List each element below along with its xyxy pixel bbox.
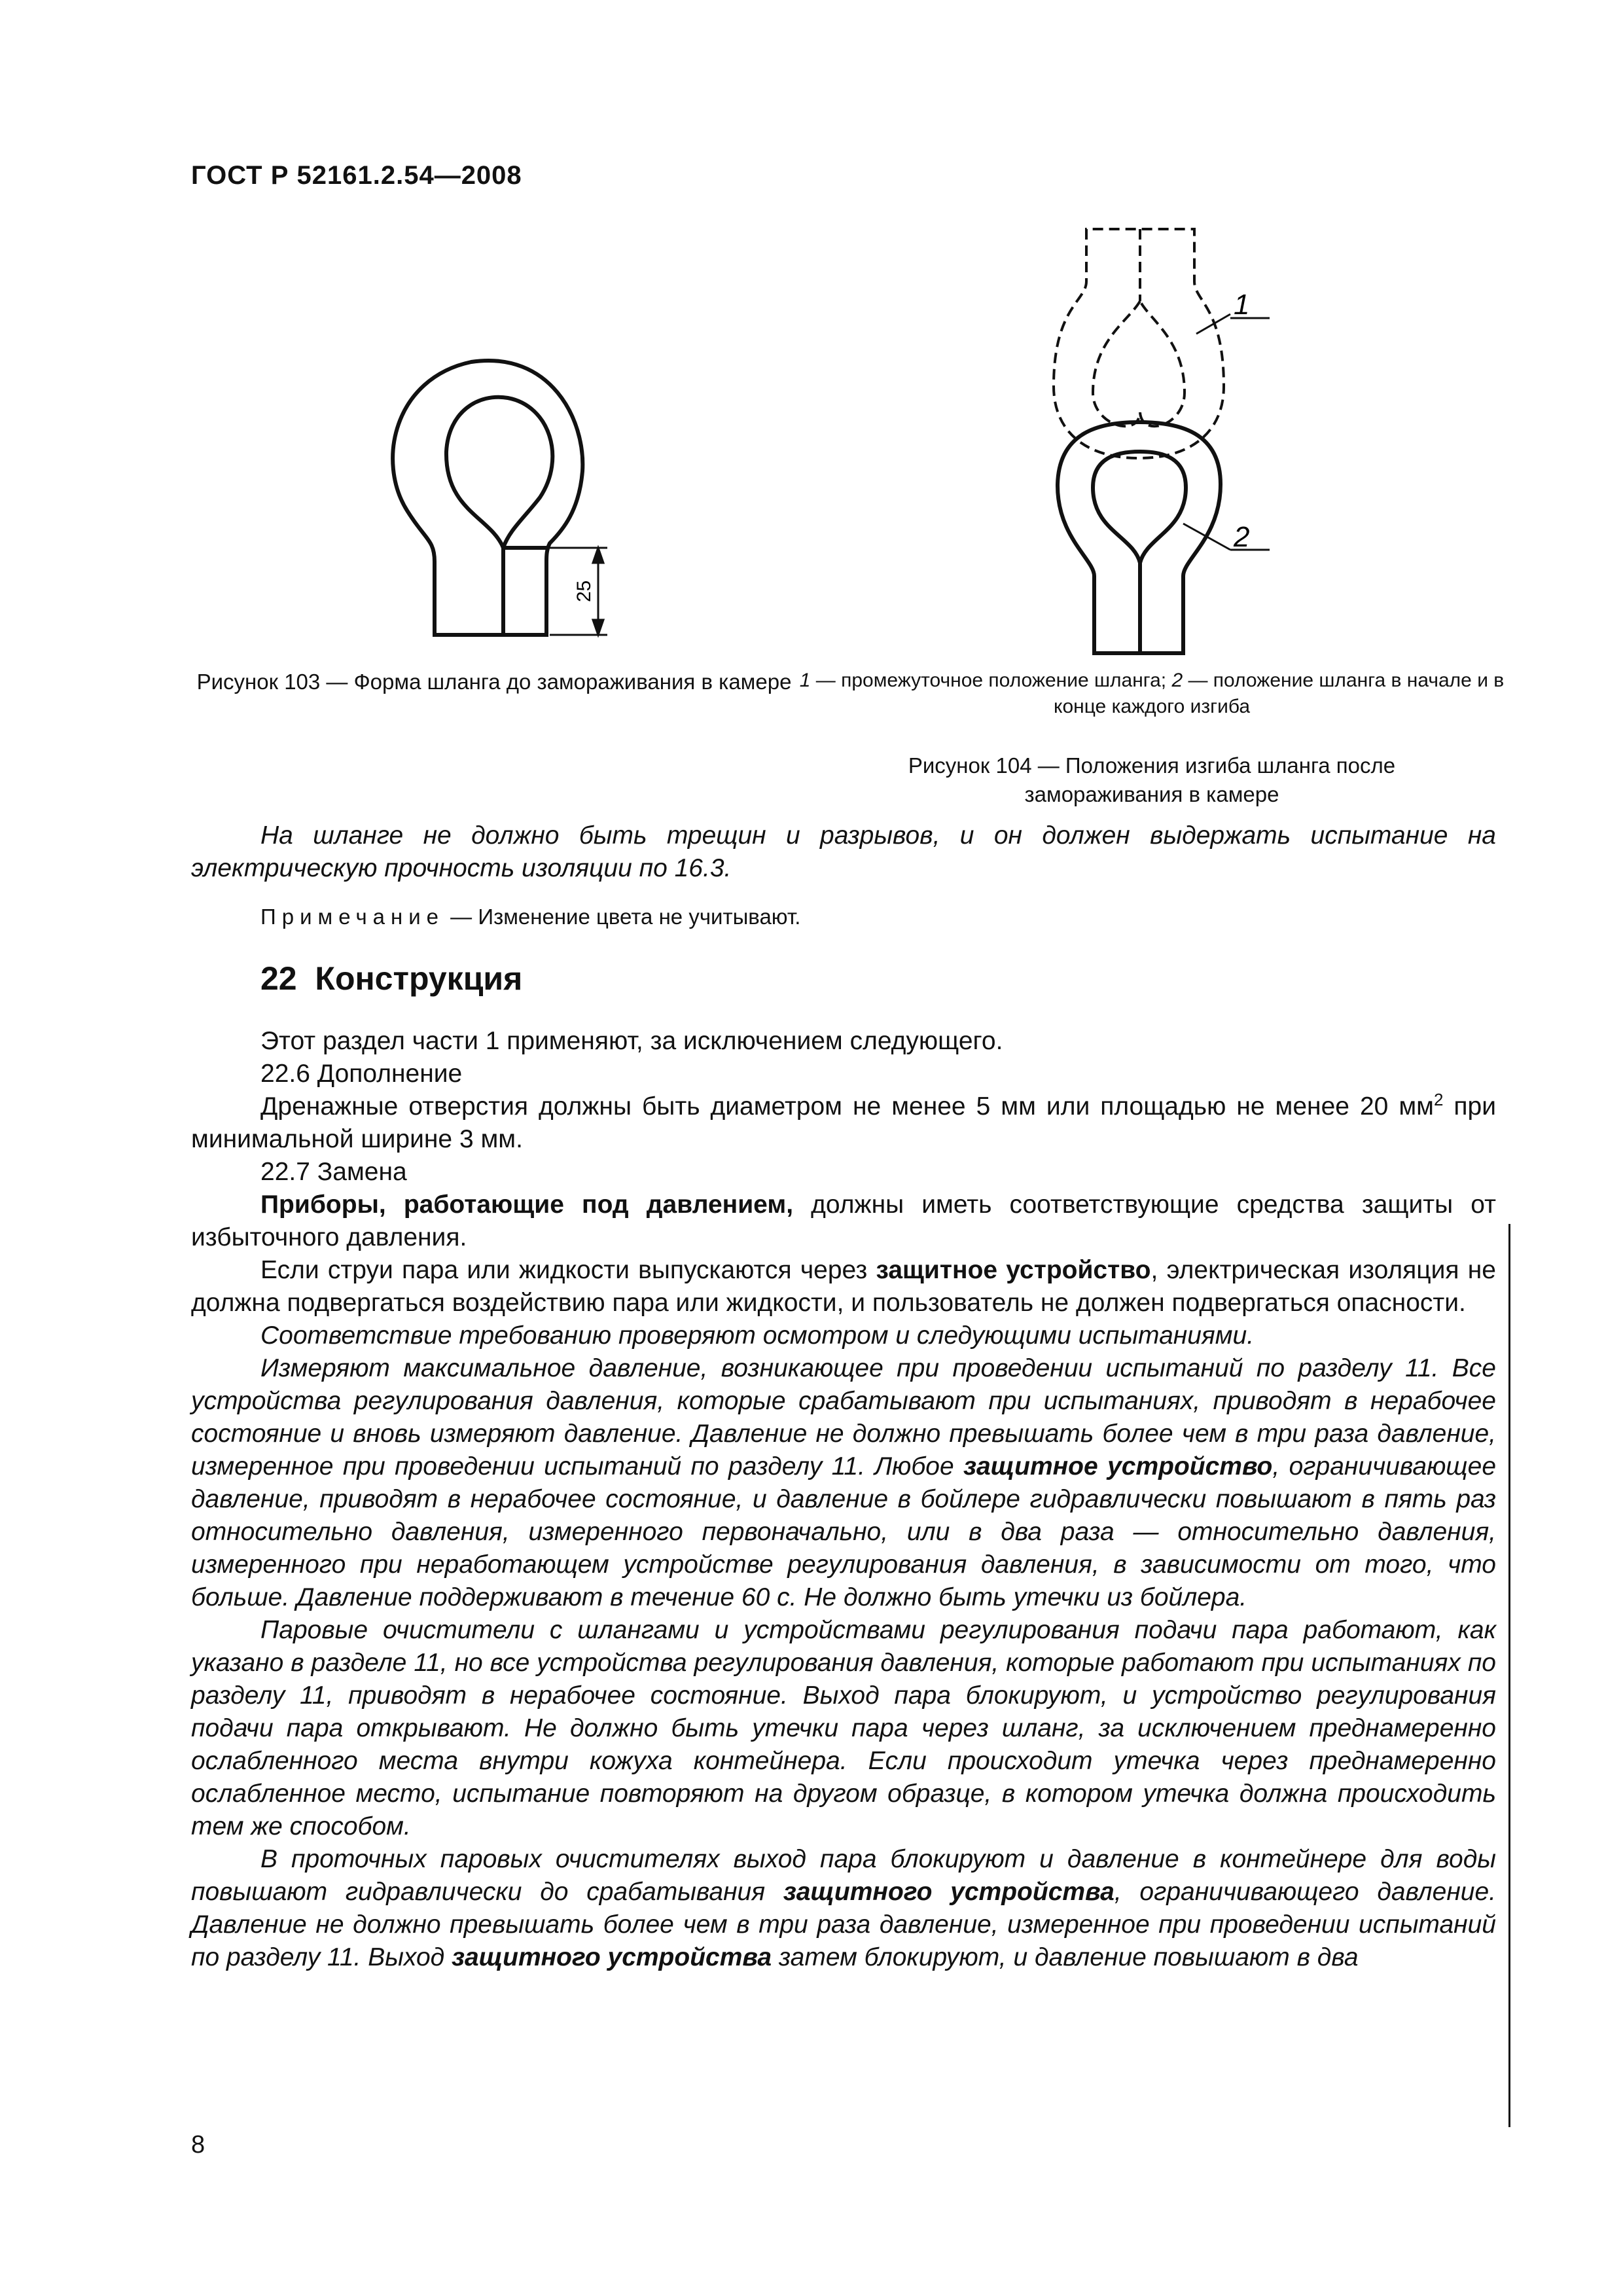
leader-line-2 [1183, 524, 1230, 550]
figure-103-drawing [353, 314, 694, 655]
paragraph-max-pressure: Измеряют максимальное давление, возникающее при проведении испытаний по разделу 11. Все устройства регулирования давления, которые срабатывают при испытаниях, приводят в нерабочее состояние и вновь измеряют давление. Давление не должно превышать более чем в три раза давление, измеренное при проведении испытаний по разделу 11. Любое защитное устройство, ограничивающее давление, приводят в нерабочее состояние, и давление в бойлере гидравлически повышают в пять раз относительно давления, измеренного первоначально, или в два раза — относительно давления, измеренного при неработающем устройстве регулирования давления, в зависимости от того, что больше. Давление поддерживают в течение 60 с. Не должно быть утечки из бойлера. [191, 1354, 1497, 1611]
initial-position-outline [1058, 422, 1221, 653]
note-label: Примечание [260, 905, 445, 929]
subclause-22-6: 22.6 Дополнение [260, 1060, 463, 1088]
page-number: 8 [191, 2131, 205, 2159]
legend-number-2: 2 [1171, 670, 1183, 691]
section-heading [260, 962, 1496, 995]
callout-1: 1 [1234, 289, 1250, 321]
figure-104-legend [792, 668, 1512, 720]
callout-2: 2 [1234, 521, 1250, 553]
hose-outer-outline [393, 361, 582, 635]
paragraph-protective-device: Если струи пара или жидкости выпускаются через защитное устройство, электрическая изоляция не должна подвергаться воздействию пара или жидкости, и пользователь не должен подвергаться опасности. [191, 1256, 1496, 1317]
change-bar [1508, 1224, 1510, 2127]
figure-104-drawing [1008, 223, 1322, 668]
paragraph-flow-cleaners: В проточных паровых очистителях выход пара блокируют и давление в контейнере для воды повышают гидравлически до срабатывания защитного устройства, ограничивающего давление. Давление не должно превышать более чем в три раза давление, измеренное при проведении испытаний по разделу 11. Выход защитного устройства затем блокируют, и давление повышают в два [191, 1845, 1497, 1971]
dimension-label: 25 [573, 580, 595, 602]
figure-104-caption: Рисунок 104 — Положения изгиба шланга после замораживания в камере [908, 753, 1396, 806]
hose-inner-loop [446, 397, 552, 548]
paragraph-steam-cleaners: Паровые очистители с шлангами и устройствами регулирования подачи пара работают, как указано в разделе 11, но все устройства регулирования давления, которые работают при испытаниях по разделу 11, приводят в нерабочее состояние. Выход пара блокируют, и устройство регулирования подачи пара открывают. Не должно быть утечки пара через шланг, за исключением преднамеренно ослабленного места внутри кожуха контейнера. Если происходит утечка через преднамеренно ослабленное место, испытание повторяют на другом образце, в котором утечка должна происходить тем же способом. [191, 1616, 1496, 1840]
note-text: — Изменение цвета не учитывают. [444, 905, 801, 929]
legend-text-2: — положение шланга в начале и в конце каждого изгиба [1054, 670, 1505, 717]
paragraph-hose-cracks: На шланге не должно быть трещин и разрывов, и он должен выдержать испытание на электрическую прочность изоляции по 16.3. [191, 821, 1496, 882]
subclause-22-7: 22.7 Замена [260, 1158, 407, 1186]
paragraph-pressure-appliances: Приборы, работающие под давлением, должны иметь соответствующие средства защиты от избыточного давления. [191, 1191, 1496, 1251]
leader-line-1 [1196, 314, 1230, 334]
figure-103-caption: Рисунок 103 — Форма шланга до замораживания в камере [196, 670, 792, 694]
paragraph-drain-holes: Дренажные отверстия должны быть диаметром не менее 5 мм или площадью не менее 20 $мм^2$ при минимальной ширине 3 мм. [191, 1090, 1497, 1153]
paragraph-compliance: Соответствие требованию проверяют осмотром и следующими испытаниями. [260, 1321, 1255, 1350]
superscript-2: 2 [1433, 1090, 1444, 1109]
document-header: ГОСТ Р 52161.2.54—2008 [191, 161, 522, 190]
section-number: 22 [260, 960, 297, 997]
body-text [191, 819, 1496, 1974]
paragraph-scope: Этот раздел части 1 применяют, за исключением следующего. [260, 1027, 1003, 1055]
legend-number-1: 1 [799, 670, 811, 691]
note [191, 901, 1496, 933]
legend-text-1: — промежуточное положение шланга; [810, 670, 1172, 691]
section-title: Конструкция [315, 960, 523, 997]
